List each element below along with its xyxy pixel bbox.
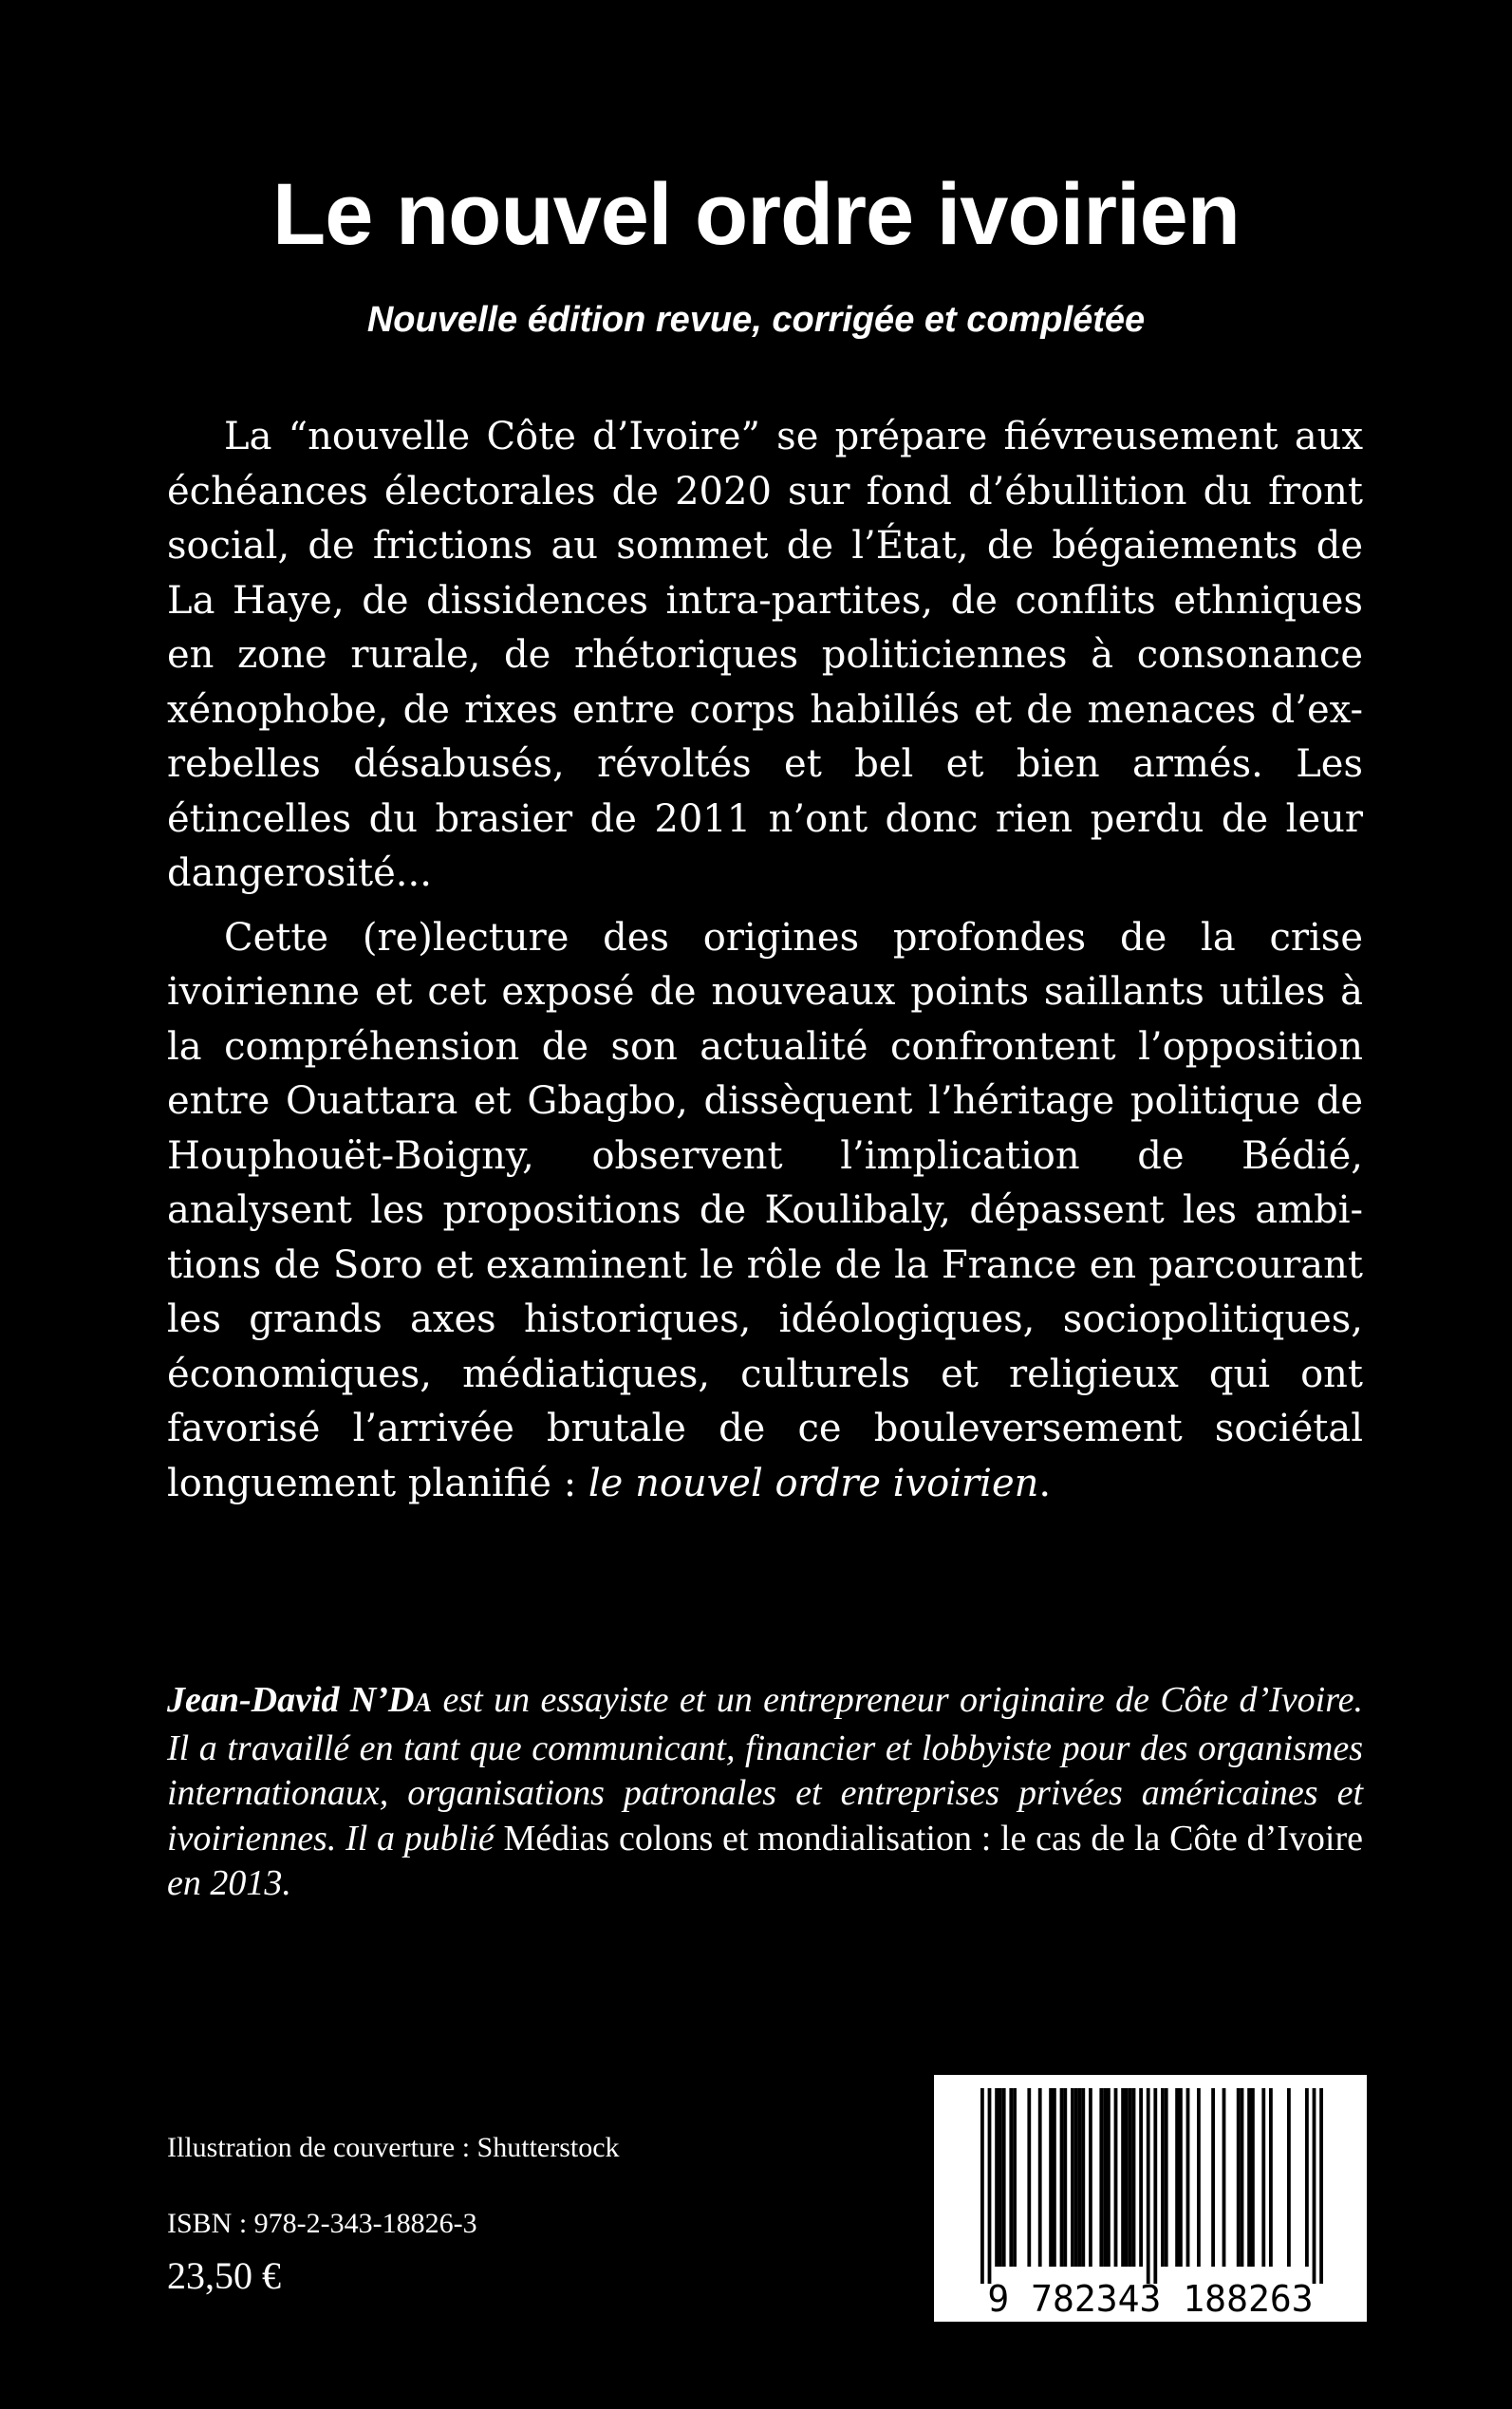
barcode-bar (995, 2088, 999, 2267)
barcode-bar (1251, 2088, 1255, 2267)
barcode-bar (1071, 2088, 1074, 2267)
barcode (934, 2075, 1367, 2322)
blurb-paragraph-2-text: Cette (re)lecture des origines profondes de la crise ivoirienne et cet exposé de nouveaux points saillants utiles à la compréhension de son actualité confrontent l’opposition entre Ouattara et Gbagbo, dissèquent l’héritage politique de Houphouët-Boigny, observent l’implication de Bédié, analysent les propositions de Koulibaly, dépassent les ambitions de Soro et examinent le rôle de la France en parcourant les grands axes historiques, idéologiques, sociopolitiques, économiques, médiatiques, culturels et religieux qui ont favorisé l’arrivée brutale de ce bouleversement sociétal longuement planifié : (167, 915, 1363, 1505)
barcode-bar (1165, 2088, 1168, 2267)
author-name-smallcaps: A (414, 1689, 433, 1718)
barcode-bar (1186, 2088, 1190, 2267)
barcode-bar (1287, 2088, 1291, 2267)
edition-subtitle: Nouvelle édition revue, corrigée et complétée (366, 300, 1146, 340)
cover-credit: Illustration de couverture : Shutterstock (167, 2132, 620, 2163)
author-bio (167, 1678, 1363, 1907)
barcode-bar (1237, 2088, 1241, 2267)
book-title: Le nouvel ordre ivoirien (272, 166, 1240, 263)
author-bio-text-1: est un essayiste et un entrepreneur originaire de Côte d’Ivoire. Il a travaillé en tant que communicant, financier et lobbyiste pour des organismes internationaux, organisations patronales et entreprises privées américaines et ivoiriennes. Il a publié (167, 1680, 1363, 1858)
barcode-bar (1081, 2088, 1085, 2267)
barcode-bar (1063, 2088, 1067, 2267)
barcode-bar (1179, 2088, 1183, 2267)
barcode-bar (1129, 2088, 1132, 2267)
author-book-title: Médias colons et mondialisation : le cas de la Côte d’Ivoire (503, 1818, 1363, 1858)
barcode-bar (1121, 2088, 1125, 2267)
barcode-bar (1107, 2088, 1111, 2267)
barcode-bar (1132, 2088, 1136, 2267)
blurb (167, 410, 1363, 1511)
author-name: Jean-David N’D (167, 1680, 415, 1720)
barcode-bar (1153, 2088, 1157, 2284)
author-bio-text-2: en 2013. (167, 1863, 291, 1903)
price: 23,50 € (167, 2254, 281, 2297)
barcode-bar (1078, 2088, 1082, 2267)
blurb-paragraph-2 (167, 911, 1363, 1512)
barcode-bar (1002, 2088, 1006, 2267)
barcode-bar (1060, 2088, 1064, 2267)
blurb-paragraph-2-title: le nouvel ordre ivoirien (588, 1461, 1039, 1505)
barcode-bar (1161, 2088, 1165, 2267)
barcode-bar (1099, 2088, 1103, 2267)
barcode-bar (1211, 2088, 1215, 2267)
barcode-bar (1197, 2088, 1201, 2267)
barcode-bar (1013, 2088, 1017, 2267)
barcode-bar (1049, 2088, 1053, 2267)
blurb-paragraph-2-end: . (1038, 1461, 1052, 1505)
barcode-bar (1223, 2088, 1226, 2267)
barcode-bars (980, 2088, 1323, 2284)
barcode-bar (1147, 2088, 1150, 2284)
blurb-paragraph-1: La “nouvelle Côte d’Ivoire” se prépare fiévreusement aux échéances électorales de 2020 sur fond d’ébullition du front social, de frictions au sommet de l’État, de bégaiements de La Haye, de dissidences intra-partites, de conflits ethniques en zone rurale, de rhétoriques politiciennes à consonance xénophobe, de rixes entre corps habillés et de menaces d’ex-rebelles désabusés, révoltés et bel et bien armés. Les étincelles du brasier de 2011 n’ont donc rien perdu de leur dangerosité... (167, 415, 1363, 895)
barcode-bar (1114, 2088, 1118, 2267)
barcode-bar (1125, 2088, 1129, 2267)
barcode-bar (1103, 2088, 1107, 2267)
barcode-bar (1074, 2088, 1078, 2267)
barcode-bar (1261, 2088, 1265, 2267)
barcode-bar (1269, 2088, 1273, 2267)
barcode-bar (1319, 2088, 1323, 2284)
barcode-bar (1313, 2088, 1316, 2284)
barcode-bar (1175, 2088, 1179, 2267)
barcode-bar (999, 2088, 1002, 2267)
barcode-bar (988, 2088, 992, 2284)
barcode-bar (980, 2088, 984, 2284)
barcode-bar (1139, 2088, 1143, 2267)
barcode-digits: 9 782343 188263 (987, 2278, 1314, 2320)
barcode-bar (1009, 2088, 1013, 2267)
barcode-graphic (934, 2075, 1367, 2322)
isbn: ISBN : 978-2-343-18826-3 (167, 2208, 477, 2239)
barcode-bar (1027, 2088, 1031, 2267)
barcode-bar (1247, 2088, 1251, 2267)
barcode-bar (1053, 2088, 1056, 2267)
barcode-bar (1089, 2088, 1092, 2267)
barcode-bar (1305, 2088, 1309, 2267)
barcode-bar (1038, 2088, 1042, 2267)
barcode-bar (1241, 2088, 1244, 2267)
